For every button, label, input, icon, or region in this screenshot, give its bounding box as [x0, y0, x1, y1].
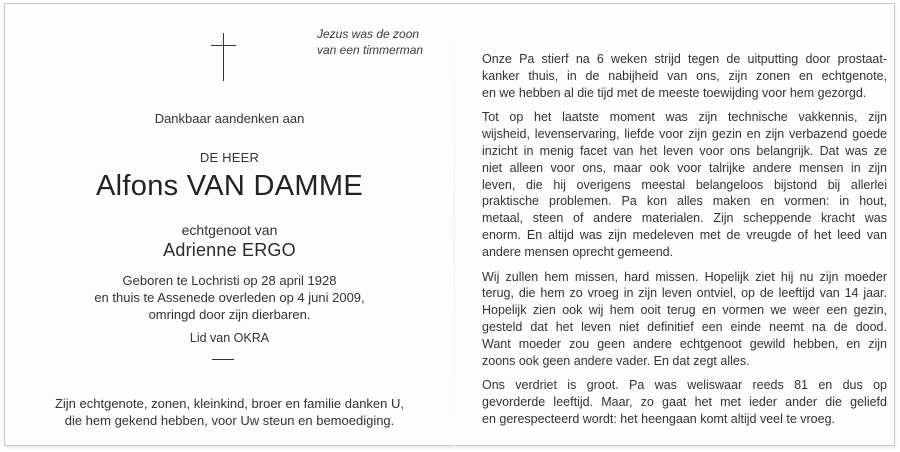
cross-icon [209, 33, 239, 83]
fold-line [454, 8, 455, 449]
divider [212, 359, 234, 360]
left-panel [5, 4, 454, 447]
text-line: Want moeder zou geen andere echtgenoot gewild hebben, en zijn [482, 336, 887, 351]
deceased-name: Alfons VAN DAMME [96, 170, 363, 202]
text-line: zoons ook geen andere vader. En dat zegt alles. [482, 353, 750, 368]
motto-line: Jezus was de zoon [317, 27, 420, 41]
dates-line: en thuis te Assenede overleden op 4 juni 2009, [94, 290, 365, 305]
tribute-paragraph [482, 269, 887, 370]
text-line: Tot op het laatste moment was zijn technische vakkennis, zijn [482, 110, 887, 125]
closing-line: die hem gekend hebben, voor Uw steun en bemoediging. [64, 413, 395, 428]
tribute-paragraph [482, 51, 887, 101]
text-line: Wij zullen hem missen, hard missen. Hopelijk ziet hij nu zijn moeder [482, 269, 887, 284]
text-line: praktische problemen. Pa kon alles maken en vormen: in hout, [482, 194, 887, 209]
text-line: Hopelijk zien ook wij hem ooit terug en vormen we weer een gezin, [482, 303, 887, 318]
spouse-prefix: echtgenoot van [181, 222, 278, 238]
text-line: enorm. En altijd was zijn medeleven met de vreugde of het leed van [482, 227, 887, 242]
title: DE HEER [199, 150, 260, 165]
text-line: metaal, steen of andere materialen. Zijn scheppende kracht was [482, 211, 887, 226]
text-line: leven, die hij overigens meestal belangeloos bijstond bij allerlei [482, 177, 887, 192]
thanks-heading: Dankbaar aandenken aan [154, 111, 305, 126]
life-dates [5, 272, 454, 323]
right-panel [482, 4, 887, 447]
spouse-name: Adrienne ERGO [163, 240, 296, 260]
text-line: en gerespecteerd wordt: het heengaan komt altijd veel te vroeg. [482, 411, 835, 426]
motto-line: van een timmerman [317, 43, 424, 57]
motto [317, 26, 423, 58]
text-line: kanker thuis, in de nabijheid van ons, zijn zonen en echtgenote, [482, 68, 887, 83]
membership: Lid van OKRA [189, 331, 270, 345]
tribute-text [482, 51, 887, 436]
text-line: terug, die hem zo vroeg in zijn leven ontviel, op de leeftijd van 14 jaar. [482, 286, 887, 301]
text-line: wijsheid, levenservaring, liefde voor zijn gezin en zijn verbazend goede [482, 127, 887, 142]
closing-text [5, 395, 454, 429]
text-line: gesteld dat het leven niet definitief een einde neemt na de dood. [482, 319, 887, 334]
dates-line: omringd door zijn dierbaren. [148, 307, 311, 322]
tribute-paragraph [482, 109, 887, 260]
text-line: niet alleen voor ons, maar ook voor talrijke andere mensen in zijn [482, 160, 887, 175]
text-line: inzicht in menig facet van het leven voor ons belangrijk. Dat was ze [482, 143, 887, 158]
text-line: andere mensen oprecht gemeend. [482, 244, 674, 259]
text-line: Ons verdriet is groot. Pa was weliswaar reeds 81 en dus op [482, 378, 887, 393]
text-line: en we hebben al die tijd met de meeste toewijding voor hem gezorgd. [482, 85, 867, 100]
memorial-card [4, 3, 895, 446]
dates-line: Geboren te Lochristi op 28 april 1928 [122, 273, 337, 288]
tribute-paragraph [482, 377, 887, 427]
text-line: Onze Pa stierf na 6 weken strijd tegen de uitputting door prostaat- [482, 52, 887, 66]
text-line: gevorderde leeftijd. Maar, zo gaat het met ieder ander die geliefd [482, 395, 887, 410]
closing-line: Zijn echtgenote, zonen, kleinkind, broer en familie danken U, [54, 396, 405, 411]
